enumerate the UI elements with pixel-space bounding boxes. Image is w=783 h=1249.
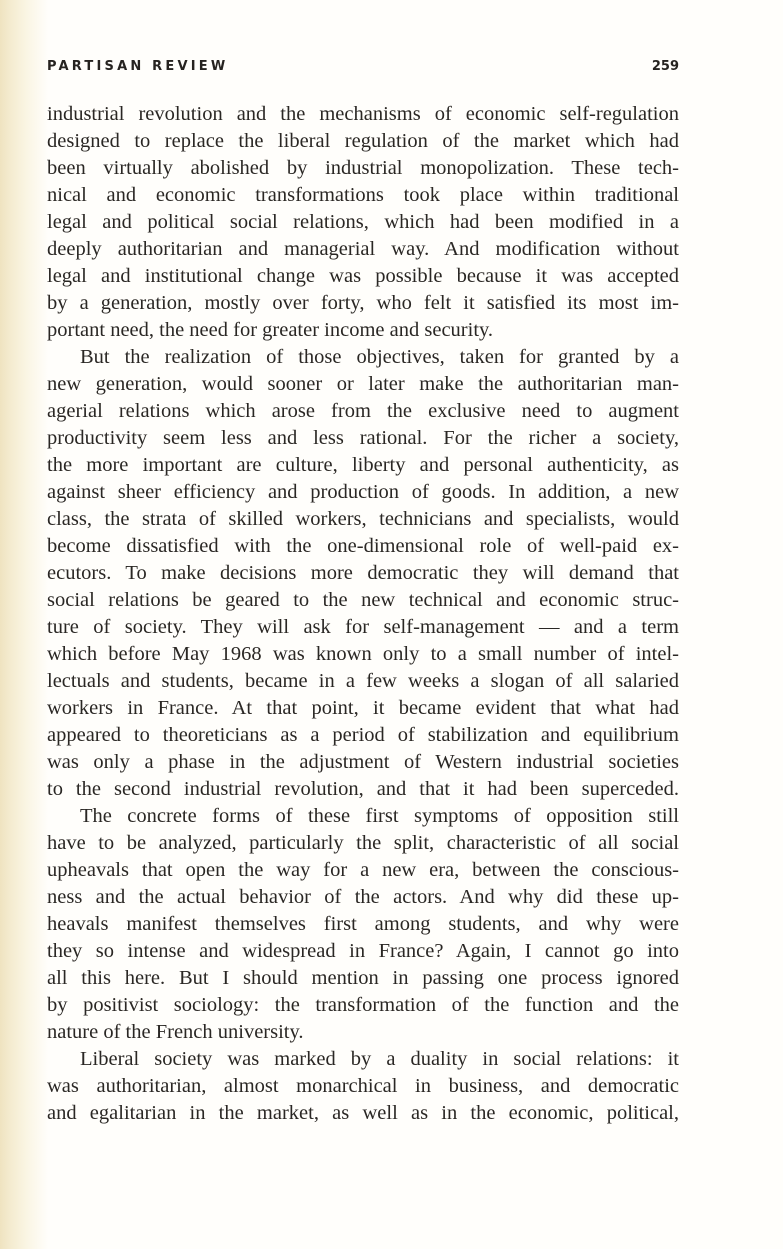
text-line: deeply authoritarian and managerial way. And modification without xyxy=(47,238,679,260)
text-line: been virtually abolished by industrial monopolization. These tech- xyxy=(47,157,679,179)
text-line: The concrete forms of these first symptoms of opposition still xyxy=(80,805,679,827)
text-line: which before May 1968 was known only to a small number of intel- xyxy=(47,643,679,665)
text-line: social relations be geared to the new technical and economic struc- xyxy=(47,589,679,611)
text-line: was only a phase in the adjustment of Western industrial societies xyxy=(47,751,679,773)
text-line: productivity seem less and less rational. For the richer a society, xyxy=(47,427,679,449)
text-line: workers in France. At that point, it became evident that what had xyxy=(47,697,679,719)
page-gutter-shading xyxy=(0,0,48,1249)
text-line: heavals manifest themselves first among students, and why were xyxy=(47,913,679,935)
text-line: by positivist sociology: the transformation of the function and the xyxy=(47,994,679,1016)
text-line: designed to replace the liberal regulation of the market which had xyxy=(47,130,679,152)
journal-title: PARTISAN REVIEW xyxy=(47,59,229,74)
text-line: the more important are culture, liberty and personal authenticity, as xyxy=(47,454,679,476)
body-text xyxy=(47,101,679,1127)
text-line: legal and institutional change was possible because it was accepted xyxy=(47,265,679,287)
text-line: to the second industrial revolution, and that it had been superceded. xyxy=(47,778,679,800)
text-line: appeared to theoreticians as a period of stabilization and equilibrium xyxy=(47,724,679,746)
page-number: 259 xyxy=(651,59,679,74)
text-line: against sheer efficiency and production of goods. In addition, a new xyxy=(47,481,679,503)
text-line: nature of the French university. xyxy=(47,1021,304,1043)
text-line: by a generation, mostly over forty, who felt it satisfied its most im- xyxy=(47,292,679,314)
text-line: ecutors. To make decisions more democratic they will demand that xyxy=(47,562,679,584)
text-line: nical and economic transformations took place within traditional xyxy=(47,184,679,206)
text-line: and egalitarian in the market, as well as in the economic, political, xyxy=(47,1102,679,1124)
text-line: new generation, would sooner or later make the authoritarian man- xyxy=(47,373,679,395)
text-line: lectuals and students, became in a few weeks a slogan of all salaried xyxy=(47,670,679,692)
text-line: class, the strata of skilled workers, technicians and specialists, would xyxy=(47,508,679,530)
text-line: ness and the actual behavior of the actors. And why did these up- xyxy=(47,886,679,908)
text-line: But the realization of those objectives, taken for granted by a xyxy=(80,346,679,368)
text-line: they so intense and widespread in France? Again, I cannot go into xyxy=(47,940,679,962)
text-line: Liberal society was marked by a duality in social relations: it xyxy=(80,1048,679,1070)
text-line: all this here. But I should mention in passing one process ignored xyxy=(47,967,679,989)
text-line: was authoritarian, almost monarchical in business, and democratic xyxy=(47,1075,679,1097)
running-head xyxy=(47,59,679,81)
text-line: ture of society. They will ask for self-management — and a term xyxy=(47,616,679,638)
text-line: legal and political social relations, which had been modified in a xyxy=(47,211,679,233)
text-line: upheavals that open the way for a new era, between the conscious- xyxy=(47,859,679,881)
text-line: portant need, the need for greater income and security. xyxy=(47,319,494,341)
text-line: agerial relations which arose from the exclusive need to augment xyxy=(47,400,679,422)
text-line: have to be analyzed, particularly the split, characteristic of all social xyxy=(47,832,679,854)
text-line: industrial revolution and the mechanisms of economic self-regulation xyxy=(47,103,679,125)
text-line: become dissatisfied with the one-dimensional role of well-paid ex- xyxy=(47,535,679,557)
